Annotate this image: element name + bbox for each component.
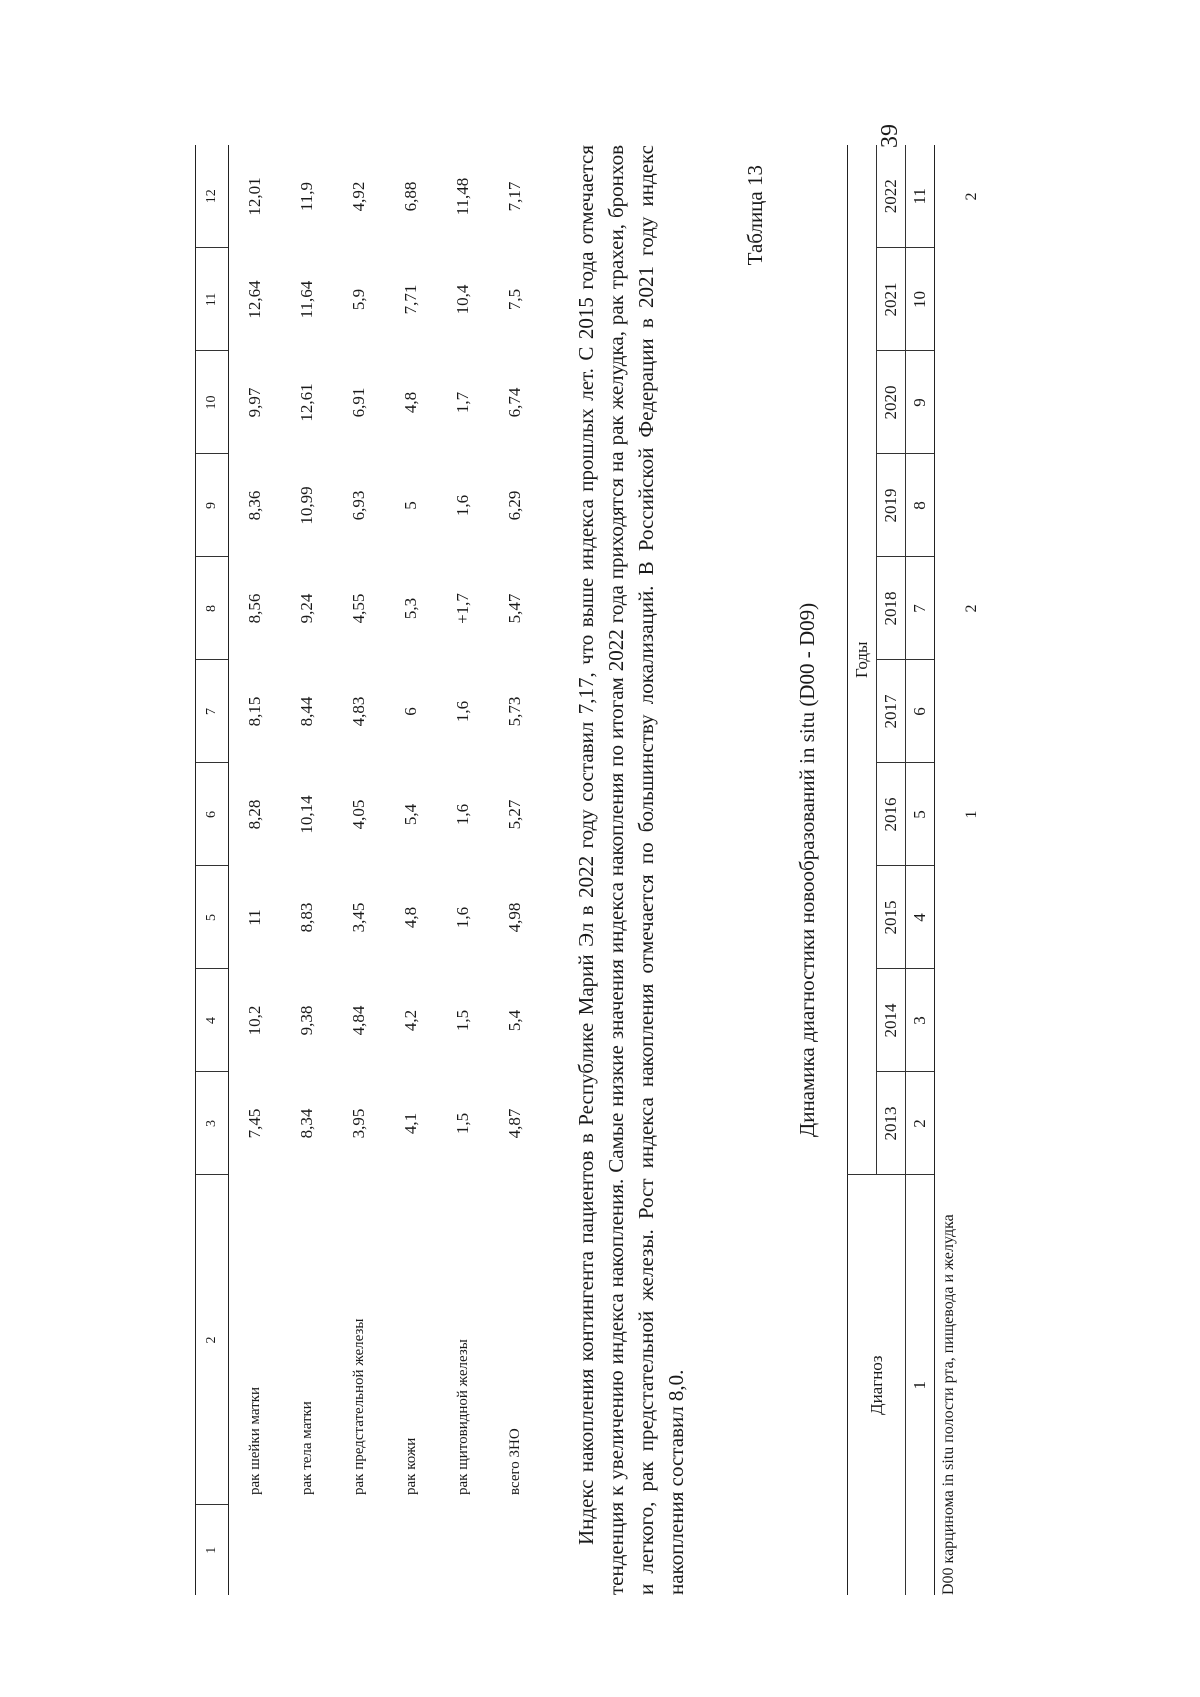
localization-name: рак тела матки — [298, 1401, 315, 1495]
header-cell: 4 — [196, 969, 229, 1072]
value-cell: 6,91 — [349, 387, 368, 418]
value-cell: 11,48 — [453, 177, 472, 216]
table-label: Таблица 13 — [743, 165, 767, 266]
value-cell: 4,83 — [349, 696, 368, 727]
year-cell: 2021 — [877, 248, 906, 351]
value-cell — [935, 969, 1010, 1072]
header-cell: 5 — [196, 866, 229, 969]
row-number-cell — [229, 1505, 282, 1595]
value-cell: 4,55 — [349, 593, 368, 624]
value-cell: 2 — [963, 604, 980, 613]
header-cell: 10 — [196, 351, 229, 454]
row-number-cell — [281, 1505, 333, 1595]
value-cell: 8,83 — [297, 902, 316, 933]
column-number-cell: 11 — [906, 145, 935, 248]
header-cell: 11 — [196, 248, 229, 351]
value-cell — [935, 454, 1010, 557]
header-cell: 8 — [196, 557, 229, 660]
index-table-header-row — [196, 145, 229, 1595]
value-cell: 1,6 — [453, 700, 472, 723]
value-cell: 7,45 — [245, 1108, 264, 1139]
year-cell: 2017 — [877, 660, 906, 763]
value-cell: 6 — [401, 707, 420, 716]
localization-name: рак предстательной железы — [350, 1318, 367, 1495]
value-cell: 10,14 — [297, 795, 316, 834]
value-cell: 4,8 — [401, 391, 420, 414]
value-cell: 5,27 — [505, 799, 524, 830]
value-cell: 2 — [963, 192, 980, 201]
column-number-cell: 2 — [906, 1072, 935, 1175]
value-cell: 12,64 — [245, 280, 264, 319]
value-cell: 11 — [245, 909, 264, 926]
value-cell — [935, 660, 1010, 763]
value-cell: 3,95 — [349, 1108, 368, 1139]
value-cell: 5,73 — [505, 696, 524, 727]
value-cell: 1,6 — [453, 803, 472, 826]
value-cell: 6,88 — [401, 181, 420, 212]
years-header: Годы — [848, 145, 877, 1175]
value-cell: 4,05 — [349, 799, 368, 830]
value-cell: 3,45 — [349, 902, 368, 933]
table-row — [935, 145, 1010, 1595]
value-cell: 10,2 — [245, 1005, 264, 1036]
year-cell: 2019 — [877, 454, 906, 557]
column-number-cell: 3 — [906, 969, 935, 1072]
column-number-cell: 9 — [906, 351, 935, 454]
header-cell: 12 — [196, 145, 229, 248]
table-row — [385, 145, 437, 1595]
localization-name: рак шейки матки — [246, 1386, 263, 1495]
value-cell: 9,97 — [245, 387, 264, 418]
header-cell: 2 — [196, 1175, 229, 1505]
page-content — [195, 145, 1035, 1595]
value-cell: 10,99 — [297, 486, 316, 525]
value-cell — [935, 866, 1010, 969]
value-cell: 8,15 — [245, 696, 264, 727]
column-number-cell: 5 — [906, 763, 935, 866]
value-cell: 5,3 — [401, 597, 420, 620]
value-cell: 7,5 — [505, 288, 524, 311]
header-cell: 1 — [196, 1505, 229, 1595]
value-cell: 4,92 — [349, 181, 368, 212]
value-cell: 8,44 — [297, 696, 316, 727]
value-cell: 9,38 — [297, 1005, 316, 1036]
value-cell: 5 — [401, 501, 420, 510]
table-title: Динамика диагностики новообразований in situ (D00 - D09) — [795, 602, 819, 1138]
value-cell: 12,01 — [245, 177, 264, 216]
value-cell: 4,2 — [401, 1009, 420, 1032]
value-cell: 4,84 — [349, 1005, 368, 1036]
column-number-cell: 7 — [906, 557, 935, 660]
header-cell: 3 — [196, 1072, 229, 1175]
value-cell: 8,56 — [245, 593, 264, 624]
column-number-cell: 8 — [906, 454, 935, 557]
row-number-cell — [333, 1505, 385, 1595]
column-numbers-row — [906, 145, 935, 1595]
index-table — [195, 145, 541, 1595]
value-cell: 4,87 — [505, 1108, 524, 1139]
value-cell: 10,4 — [453, 284, 472, 315]
year-cell: 2014 — [877, 969, 906, 1072]
year-cell: 2015 — [877, 866, 906, 969]
value-cell: 8,36 — [245, 490, 264, 521]
value-cell: 5,47 — [505, 593, 524, 624]
value-cell: 6,74 — [505, 387, 524, 418]
row-number-cell — [437, 1505, 489, 1595]
header-cell: 9 — [196, 454, 229, 557]
value-cell — [935, 351, 1010, 454]
column-number-cell: 4 — [906, 866, 935, 969]
year-cell: 2016 — [877, 763, 906, 866]
column-number-cell: 1 — [906, 1175, 935, 1595]
table-row — [489, 145, 541, 1595]
localization-name: всего ЗНО — [506, 1428, 523, 1495]
value-cell: 1,7 — [453, 391, 472, 414]
localization-name: рак щитовидной железы — [454, 1339, 471, 1495]
value-cell — [935, 248, 1010, 351]
value-cell: 5,9 — [349, 288, 368, 311]
value-cell: +1,7 — [453, 593, 472, 624]
value-cell: 1,5 — [453, 1009, 472, 1032]
value-cell: 1,6 — [453, 494, 472, 517]
column-number-cell: 6 — [906, 660, 935, 763]
in-situ-table — [847, 145, 1009, 1595]
year-cell: 2018 — [877, 557, 906, 660]
value-cell: 1 — [963, 810, 980, 819]
value-cell: 9,24 — [297, 593, 316, 624]
table-row — [281, 145, 333, 1595]
value-cell: 11,64 — [297, 280, 316, 319]
in-situ-header-row — [848, 145, 877, 1595]
table-row — [229, 145, 282, 1595]
value-cell: 8,34 — [297, 1108, 316, 1139]
table-row — [333, 145, 385, 1595]
column-number-cell: 10 — [906, 248, 935, 351]
diagnosis-cell: D00 карцинома in situ полости рта, пищевода и желудка — [940, 1214, 957, 1595]
value-cell: 4,8 — [401, 906, 420, 929]
year-cell: 2020 — [877, 351, 906, 454]
row-number-cell — [489, 1505, 541, 1595]
diagnosis-header: Диагноз — [848, 1175, 906, 1595]
value-cell: 4,98 — [505, 902, 524, 933]
value-cell — [935, 1072, 1010, 1175]
header-cell: 7 — [196, 660, 229, 763]
year-cell: 2013 — [877, 1072, 906, 1175]
value-cell: 8,28 — [245, 799, 264, 830]
value-cell: 1,5 — [453, 1112, 472, 1135]
table-row — [437, 145, 489, 1595]
value-cell: 6,93 — [349, 490, 368, 521]
year-cell: 2022 — [877, 145, 906, 248]
value-cell: 7,71 — [401, 284, 420, 315]
value-cell: 11,9 — [297, 181, 316, 212]
value-cell: 4,1 — [401, 1112, 420, 1135]
header-cell: 6 — [196, 763, 229, 866]
value-cell: 6,29 — [505, 490, 524, 521]
localization-name: рак кожи — [402, 1437, 419, 1495]
value-cell: 1,6 — [453, 906, 472, 929]
value-cell: 12,61 — [297, 383, 316, 422]
value-cell: 5,4 — [505, 1009, 524, 1032]
value-cell: 7,17 — [505, 181, 524, 212]
page-number: 39 — [877, 124, 903, 148]
row-number-cell — [385, 1505, 437, 1595]
value-cell: 5,4 — [401, 803, 420, 826]
analysis-paragraph: Индекс накопления контингента пациентов в Республике Марий Эл в 2022 году составил 7,17, что выше индекса прошлых лет. С 2015 года отмечается тенденция к увеличению индекса накопления. Самые низкие значения индекса накопления по итогам 2022 года приходятся на рак желудка, рак трахеи, бронхов и легкого, рак предстательной железы. Рост индекса накопления отмечается по большинству локализаций. В Российской Федерации в 2021 году индекс накопления составил 8,0. — [574, 145, 688, 1595]
